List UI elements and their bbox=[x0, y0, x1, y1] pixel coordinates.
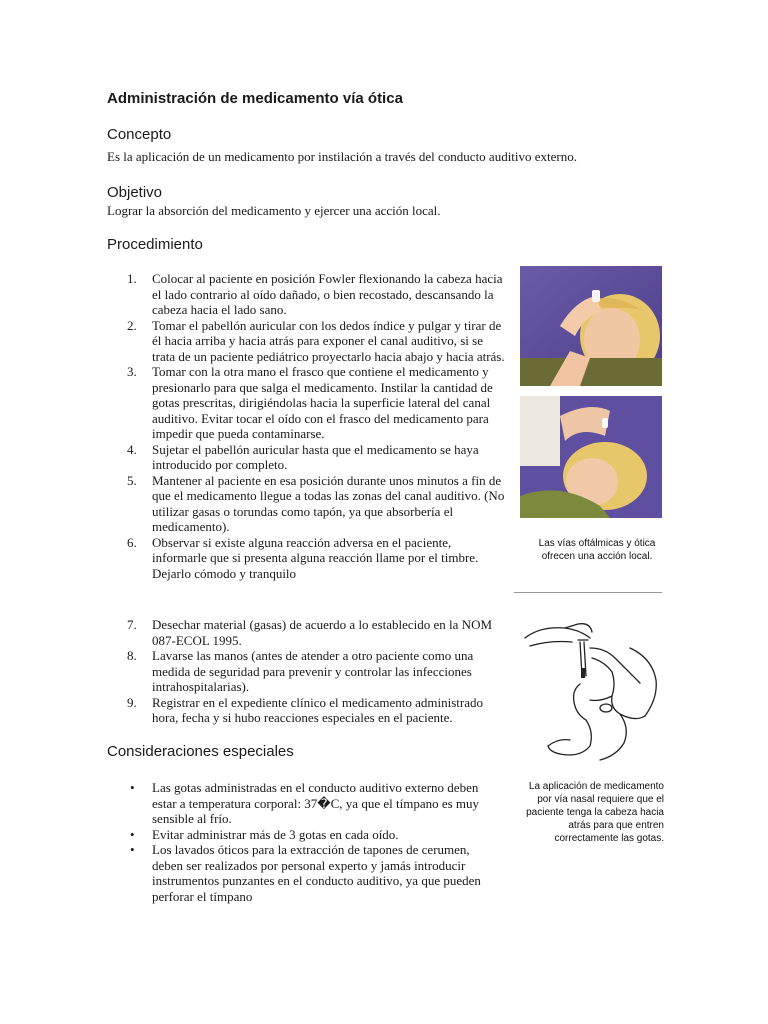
step-text: Lavarse las manos (antes de atender a otro paciente como una medida de seguridad para prevenir y controlar las infecciones intrahospitalarias). bbox=[152, 648, 474, 694]
consideraciones-list bbox=[107, 780, 497, 904]
step-text: Mantener al paciente en esa posición durante unos minutos a fin de que el medicamento llegue a todas las zonas del canal auditivo. (No utilizar gasas o torundas como tapón, ya que absorbería el medicamento). bbox=[152, 472, 505, 534]
objetivo-text: Lograr la absorción del medicamento y ejercer una acción local. bbox=[107, 203, 441, 218]
ear-drops-photo bbox=[520, 396, 662, 518]
step-number: 4. bbox=[127, 441, 137, 457]
item-text: Las gotas administradas en el conducto auditivo externo deben estar a temperatura corporal: 37�C, ya que el tímpano es muy sensible al frío. bbox=[152, 780, 480, 826]
step-number: 3. bbox=[127, 364, 137, 379]
objetivo-heading: Objetivo bbox=[107, 184, 163, 201]
item-text: Evitar administrar más de 3 gotas en cada oído. bbox=[152, 826, 399, 842]
eye-drops-photo bbox=[520, 266, 662, 386]
step-text: Tomar el pabellón auricular con los dedos índice y pulgar y tirar de él hacia arriba y hacia atrás para exponer el canal auditivo, si se trata de un paciente pediátrico proyectarlo hacia abajo y hacia atrás. bbox=[152, 317, 505, 364]
procedure-step bbox=[107, 271, 507, 318]
item-text: Los lavados óticos para la extracción de tapones de cerumen, deben ser realizados por personal experto y jamás introducir instrumentos punzantes en el conducto auditivo, ya que pueden perforar el tímpano bbox=[152, 842, 481, 904]
bullet: • bbox=[130, 780, 135, 795]
list-item bbox=[107, 780, 497, 827]
consideraciones-heading: Consideraciones especiales bbox=[107, 743, 294, 760]
procedure-step bbox=[107, 318, 507, 365]
procedure-step bbox=[107, 617, 507, 648]
procedure-step bbox=[107, 695, 507, 726]
procedure-step bbox=[107, 364, 507, 442]
procedure-step bbox=[107, 442, 507, 473]
page-title: Administración de medicamento vía ótica bbox=[107, 90, 403, 107]
photos-caption: Las vías oftálmicas y ótica ofrecen una acción local. bbox=[538, 538, 656, 562]
step-text: Observar si existe alguna reacción adversa en el paciente, informarle que si presenta alguna reacción llame por el timbre. Dejarlo cómodo y tranquilo bbox=[152, 534, 479, 581]
drawing-caption: La aplicación de medicamento por vía nasal requiere que el paciente tenga la cabeza hacia atrás para que entren correctamente las gotas. bbox=[526, 781, 664, 844]
procedure-step bbox=[107, 535, 507, 582]
procedimiento-heading: Procedimiento bbox=[107, 236, 203, 253]
step-number: 2. bbox=[127, 317, 137, 333]
step-number: 1. bbox=[127, 271, 137, 286]
step-number: 8. bbox=[127, 648, 137, 663]
nasal-drops-drawing bbox=[520, 618, 665, 766]
step-number: 9. bbox=[127, 694, 137, 710]
step-text: Colocar al paciente en posición Fowler flexionando la cabeza hacia el lado contrario al oído dañado, o bien recostado, descansando la cabeza hacia el lado sano. bbox=[152, 271, 503, 317]
step-number: 6. bbox=[127, 534, 137, 550]
procedure-step bbox=[107, 648, 507, 695]
step-text: Sujetar el pabellón auricular hasta que el medicamento se haya introducido por completo. bbox=[152, 441, 479, 472]
list-item bbox=[107, 842, 497, 904]
list-item bbox=[107, 827, 497, 843]
step-text: Tomar con la otra mano el frasco que contiene el medicamento y presionarlo para que salga el medicamento. Instilar la cantidad de gotas prescritas, dirigiéndolas hacia la superficie lateral del canal auditivo. Evitar tocar el oído con el frasco del medicamento para impedir que pueda contaminarse. bbox=[152, 364, 493, 441]
step-number: 5. bbox=[127, 472, 137, 488]
procedure-list-b bbox=[107, 617, 507, 726]
procedure-list-a bbox=[107, 271, 507, 581]
procedure-step bbox=[107, 473, 507, 535]
step-number: 7. bbox=[127, 617, 137, 632]
step-text: Desechar material (gasas) de acuerdo a lo establecido en la NOM 087-ECOL 1995. bbox=[152, 617, 493, 648]
divider bbox=[514, 592, 662, 593]
bullet: • bbox=[130, 842, 135, 857]
concepto-heading: Concepto bbox=[107, 126, 172, 143]
bullet: • bbox=[130, 826, 135, 842]
step-text: Registrar en el expediente clínico el medicamento administrado hora, fecha y si hubo reacciones especiales en el paciente. bbox=[152, 694, 484, 725]
concepto-text: Es la aplicación de un medicamento por instilación a través del conducto auditivo externo. bbox=[107, 149, 578, 164]
